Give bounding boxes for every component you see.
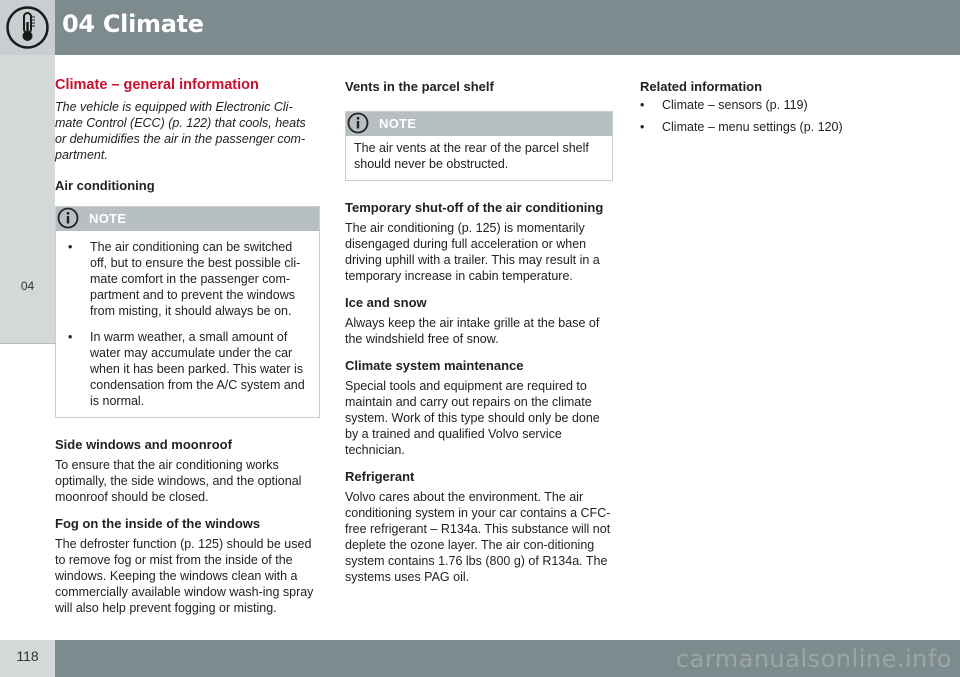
heading-air-conditioning: Air conditioning (55, 178, 155, 193)
info-icon (347, 112, 369, 134)
note-item-text: In warm weather, a small amount of water may accumulate under the car when it has been parked. This water is condensation from the A/C system and is normal. (90, 330, 305, 408)
chapter-side-tab[interactable] (0, 55, 55, 344)
refrigerant-text: Volvo cares about the environment. The air conditioning system in your car contains a CFC-free refrigerant – R134a. This substance will not deplete the ozone layer. The air con-ditioning system contains 1.76 lbs (800 g) of R134a. The systems uses PAG oil. (345, 490, 611, 584)
note-box-vents (345, 111, 613, 181)
intro-text: The vehicle is equipped with Electronic Cli-mate Control (ECC) (p. 122) that cools, heats or dehumidifies the air in the passenger com-partment. (55, 100, 306, 162)
related-link-text[interactable]: Climate – sensors (p. 119) (662, 98, 808, 112)
thermometer-icon (0, 0, 55, 55)
note-label: NOTE (379, 116, 417, 131)
note-body: The air vents at the rear of the parcel shelf should never be obstructed. (354, 141, 589, 171)
heading-vents: Vents in the parcel shelf (345, 79, 494, 94)
note-header (346, 112, 612, 136)
related-link-climate-menu[interactable] (640, 119, 940, 135)
shutoff-text: The air conditioning (p. 125) is momentarily disengaged during full acceleration or when driving uphill with a trailer. This may result in a temporary increase in cabin temperature. (345, 221, 600, 283)
note-body (56, 231, 319, 417)
maintenance-text: Special tools and equipment are required to maintain and carry out repairs on the climate system. Work of this type should only be done by a trained and qualified Volvo service technician. (345, 379, 600, 457)
note-box-ac (55, 206, 320, 418)
note-label: NOTE (89, 211, 127, 226)
related-links (640, 97, 940, 135)
heading-side-windows: Side windows and moonroof (55, 437, 232, 452)
info-icon (57, 207, 79, 229)
note-item-text: The air conditioning can be switched off, but to ensure the best possible cli-mate comfort in the passenger com-partment and to prevent the windows from misting, it should always be on. (90, 240, 301, 318)
chapter-icon-box (0, 0, 55, 55)
heading-fog: Fog on the inside of the windows (55, 516, 261, 531)
page-number: 118 (16, 648, 39, 664)
watermark: carmanualsonline.info (675, 645, 952, 673)
fog-text: The defroster function (p. 125) should be used to remove fog or mist from the inside of the windows. Keeping the windows clean with a commercially available window wash-ing spray will also help prevent fogging or misting. (55, 537, 314, 615)
chapter-tab-label: 04 (20, 279, 35, 293)
column-2 (345, 72, 613, 595)
heading-refrigerant: Refrigerant (345, 469, 415, 484)
note-list-item (64, 329, 309, 409)
bullet: • (640, 120, 645, 134)
column-3 (640, 72, 940, 141)
side-windows-text: To ensure that the air conditioning works optimally, the side windows, and the optional moonroof should be closed. (55, 458, 302, 504)
heading-related-information: Related information (640, 79, 763, 94)
chapter-title: 04 Climate (62, 10, 204, 38)
column-1 (55, 72, 320, 626)
note-list-item (64, 239, 309, 319)
related-link-text[interactable]: Climate – menu settings (p. 120) (662, 120, 843, 134)
bullet: • (68, 240, 73, 254)
bullet: • (68, 330, 73, 344)
heading-ice-snow: Ice and snow (345, 295, 427, 310)
ice-snow-text: Always keep the air intake grille at the base of the windshield free of snow. (345, 316, 600, 346)
related-link-climate-sensors[interactable] (640, 97, 940, 113)
bullet: • (640, 98, 645, 112)
note-header (56, 207, 319, 231)
section-heading-climate: Climate – general information (55, 77, 259, 93)
heading-temporary-shutoff: Temporary shut-off of the air conditioning (345, 200, 604, 215)
heading-maintenance: Climate system maintenance (345, 358, 524, 373)
